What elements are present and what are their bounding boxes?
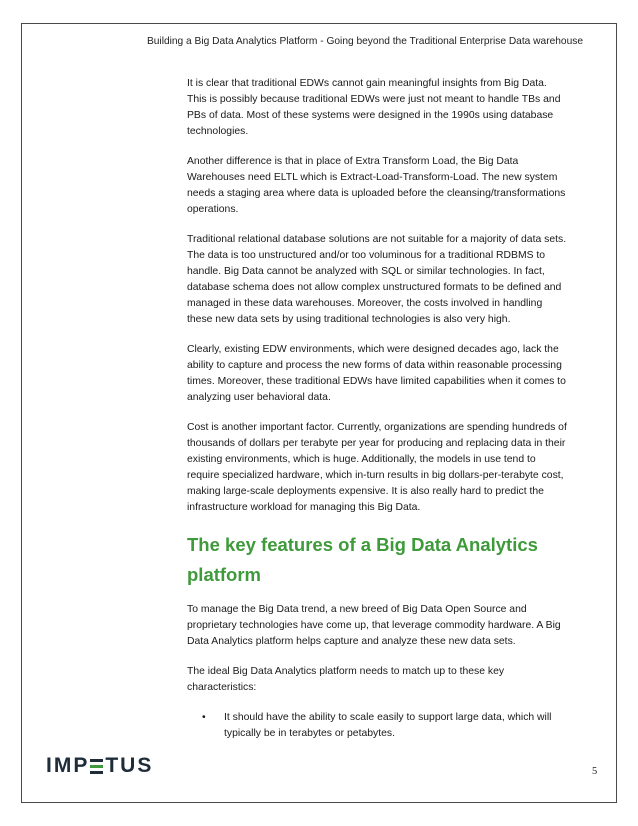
- running-header: Building a Big Data Analytics Platform - Going beyond the Traditional Enterprise Data warehouse: [146, 36, 584, 47]
- paragraph-big-data-trend: To manage the Big Data trend, a new breed of Big Data Open Source and proprietary technologies have come up, that leverage commodity hardware. A Big Data Analytics platform helps capture and analyze these new data sets.: [187, 604, 561, 647]
- paragraph-edw-insights: It is clear that traditional EDWs cannot gain meaningful insights from Big Data. This is possibly because traditional EDWs were just not meant to handle TBs and PBs of data. Most of these systems were designed in the 1990s using database technologies.: [187, 78, 561, 137]
- paragraph-rdbms: Traditional relational database solutions are not suitable for a majority of data sets. The data is too unstructured and/or too voluminous for a traditional RDBMS to handle. Big Data cannot be analyzed with SQL or similar technologies. In fact, database schema does not allow complex unstructured formats to be defined and managed in these data warehouses. Moreover, the costs involved in handling these new data sets by using traditional technologies is also very high.: [187, 234, 567, 325]
- impetus-logo: [46, 754, 153, 778]
- paragraph-cost: Cost is another important factor. Currently, organizations are spending hundreds of thousands of dollars per terabyte per year for producing and replacing data in their existing environments, which is huge. Additionally, the models in use tend to require specialized hardware, which in-turn results in big dollars-per-terabyte cost, making large-scale deployments expensive. It is also really hard to predict the infrastructure workload for managing this Big Data.: [187, 422, 567, 513]
- main-content: [187, 76, 567, 742]
- logo-text-suffix: TUS: [105, 754, 154, 777]
- list-item: [187, 710, 567, 742]
- list-item-text: It should have the ability to scale easily to support large data, which will typically be in terabytes or petabytes.: [224, 712, 552, 739]
- logo-text-prefix: IMP: [46, 754, 90, 777]
- paragraph-ideal-platform: The ideal Big Data Analytics platform needs to match up to these key characteristics:: [187, 666, 505, 693]
- page-number: 5: [592, 766, 598, 777]
- logo-e-icon: [90, 759, 103, 774]
- bullet-icon: •: [202, 712, 206, 723]
- paragraph-eltl: Another difference is that in place of Extra Transform Load, the Big Data Warehouses need ELTL which is Extract-Load-Transform-Load. The new system needs a staging area where data is uploaded before the cleansing/transformations operations.: [187, 156, 566, 215]
- section-heading: The key features of a Big Data Analytics platform: [187, 534, 538, 585]
- characteristics-list: [187, 710, 567, 742]
- paragraph-edw-environments: Clearly, existing EDW environments, which were designed decades ago, lack the ability to capture and process the new forms of data within reasonable processing times. Moreover, these traditional EDWs have limited capabilities when it comes to analyzing user behavioral data.: [187, 344, 566, 403]
